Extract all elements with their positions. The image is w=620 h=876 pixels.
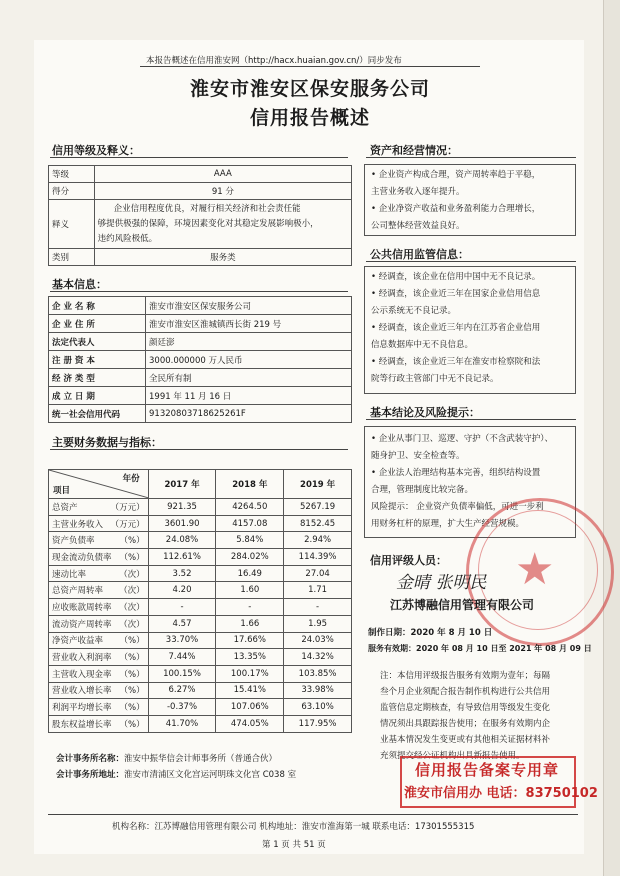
basic-rule [50, 291, 348, 292]
metric-value: 6.27% [148, 682, 216, 699]
table-row [49, 515, 352, 532]
table-row [49, 499, 352, 516]
finance-header-row [49, 470, 352, 499]
metric-value: 27.04 [284, 565, 352, 582]
metric-value: 15.41% [216, 682, 284, 699]
table-row [49, 649, 352, 666]
basic-label: 法定代表人 [49, 333, 146, 351]
metric-label: 净资产收益率 （%） [49, 632, 149, 649]
basic-value: 3000.000000 万人民币 [146, 351, 352, 369]
footer-rule [48, 814, 578, 815]
public-line: • 经调查，该企业近三年在国家企业信用信息 [371, 289, 541, 299]
metric-value: 107.06% [216, 699, 284, 716]
finance-table [48, 469, 352, 733]
metric-value: 100.15% [148, 665, 216, 682]
metric-label: 应收账款周转率 （次） [49, 599, 149, 616]
basic-value: 淮安市淮安区保安服务公司 [146, 297, 352, 315]
table-row [49, 615, 352, 632]
conclusion-line: • 企业法人治理结构基本完善，组织结构设置 [371, 468, 541, 478]
assets-line: • 企业资产构成合理，资产周转率趋于平稳， [371, 170, 541, 180]
public-rule [366, 261, 576, 262]
rating-section-title: 信用等级及释义： [52, 144, 140, 157]
public-section-title: 公共信用监管信息： [370, 248, 469, 261]
grade-label: 等级 [49, 166, 95, 183]
meaning-label: 释义 [49, 200, 95, 249]
metric-value: 474.05% [216, 715, 284, 732]
raters-label: 信用评级人员： [370, 554, 447, 567]
note-line: 注：本信用评级报告服务有效期为壹年；每隔 [380, 671, 551, 681]
metric-label: 利润平均增长率 （%） [49, 699, 149, 716]
note-line: 监管信息定期核查，有导致信用等级发生变化 [380, 703, 551, 713]
conclusion-rule [366, 419, 576, 420]
year-2019: 2019 年 [284, 470, 352, 499]
note-line: 充须提交经公证机构出具新报告使用。 [380, 751, 525, 761]
metric-value: 24.03% [284, 632, 352, 649]
basic-label: 企 业 名 称 [49, 297, 146, 315]
footer-org: 机构名称：江苏博融信用管理有限公司 机构地址：淮安市淮海第一城 联系电话：17301555315 [112, 822, 475, 832]
metric-value: 17.66% [216, 632, 284, 649]
table-row [49, 333, 352, 351]
basic-section-title: 基本信息： [52, 278, 107, 291]
filing-stamp-contact: 淮安市信用办 电话：83750102 [404, 786, 598, 801]
table-row [49, 582, 352, 599]
metric-label: 主营收入现金率 （%） [49, 665, 149, 682]
metric-value: - [216, 599, 284, 616]
assets-line: 主营业务收入逐年提升。 [371, 187, 465, 197]
metric-value: 4.20 [148, 582, 216, 599]
public-box [364, 266, 576, 394]
metric-value: 3.52 [148, 565, 216, 582]
metric-value: 4264.50 [216, 499, 284, 516]
metric-label: 总资产 （万元） [49, 499, 149, 516]
metric-value: 1.71 [284, 582, 352, 599]
table-row [49, 532, 352, 549]
assets-line: 公司整体经营效益良好。 [371, 221, 465, 231]
basic-value: 全民所有制 [146, 369, 352, 387]
table-row [49, 599, 352, 616]
metric-label: 总资产周转率 （次） [49, 582, 149, 599]
metric-value: 2.94% [284, 532, 352, 549]
finance-rule [50, 449, 348, 450]
scan-edge [603, 0, 620, 876]
metric-label: 营业收入增长率 （%） [49, 682, 149, 699]
conclusion-line: 用财务杠杆的原理，扩大生产经营规模。 [371, 519, 525, 529]
filing-stamp-title: 信用报告备案专用章 [414, 761, 559, 779]
metric-label: 速动比率 （次） [49, 565, 149, 582]
basic-label: 经 济 类 型 [49, 369, 146, 387]
finance-corner-cell [49, 470, 149, 499]
score-label: 得分 [49, 183, 95, 200]
note-line: 叁个月企业须配合报告制作机构进行公共信用 [380, 687, 551, 697]
metric-value: 4157.08 [216, 515, 284, 532]
metric-value: 114.39% [284, 549, 352, 566]
conclusion-line: 随身护卫、安全检查等。 [371, 451, 465, 461]
basic-label: 成 立 日 期 [49, 387, 146, 405]
service-validity: 服务有效期：2020 年 08 月 10 日至 2021 年 08 月 09 日 [368, 644, 592, 653]
finance-section-title: 主要财务数据与指标： [52, 436, 162, 449]
metric-value: 1.60 [216, 582, 284, 599]
basic-value: 颜廷澎 [146, 333, 352, 351]
validity-note [380, 668, 580, 764]
metric-value: 7.44% [148, 649, 216, 666]
grade-value: AAA [94, 166, 351, 183]
metric-value: -0.37% [148, 699, 216, 716]
table-row [49, 369, 352, 387]
rater-signatures: 金晴 张明民 [396, 573, 487, 593]
basic-value: 91320803718625261F [146, 405, 352, 423]
agency-name: 江苏博融信用管理有限公司 [390, 598, 535, 612]
conclusion-line: 合理，管理制度比较完备。 [371, 485, 474, 495]
basic-label: 统一社会信用代码 [49, 405, 146, 423]
metric-label: 流动资产周转率 （次） [49, 615, 149, 632]
metric-value: 24.08% [148, 532, 216, 549]
metric-label: 股东权益增长率 （%） [49, 715, 149, 732]
audit-firm: 会计事务所名称：淮安中振华信会计师事务所（普通合伙） [56, 754, 278, 764]
metric-value: 8152.45 [284, 515, 352, 532]
note-line: 业基本情况发生变更或有其他相关证据材料补 [380, 735, 551, 745]
publish-note: 本报告概述在信用淮安网（http://hacx.huaian.gov.cn/）同步发布 [146, 56, 402, 66]
metric-value: 921.35 [148, 499, 216, 516]
metric-value: 1.95 [284, 615, 352, 632]
score-value: 91 分 [94, 183, 351, 200]
category-value: 服务类 [94, 249, 351, 266]
public-line: • 经调查，该企业近三年在淮安市检察院和法 [371, 357, 541, 367]
corner-year: 年份 [122, 474, 140, 484]
production-date: 制作日期：2020 年 8 月 10 日 [368, 628, 493, 638]
metric-value: 33.98% [284, 682, 352, 699]
table-row [49, 549, 352, 566]
table-row [49, 682, 352, 699]
metric-label: 主营业务收入 （万元） [49, 515, 149, 532]
metric-label: 资产负债率 （%） [49, 532, 149, 549]
table-row [49, 297, 352, 315]
seal-star-icon: ★ [515, 544, 555, 595]
metric-value: 100.17% [216, 665, 284, 682]
metric-value: 4.57 [148, 615, 216, 632]
table-row [49, 405, 352, 423]
metric-label: 营业收入利润率 （%） [49, 649, 149, 666]
rating-rule [50, 157, 348, 158]
note-line: 情况须出具跟踪报告使用；在服务有效期内企 [380, 719, 551, 729]
table-row [49, 632, 352, 649]
table-row [49, 315, 352, 333]
metric-value: 1.66 [216, 615, 284, 632]
metric-value: - [284, 599, 352, 616]
report-title: 淮安市淮安区保安服务公司 [189, 78, 430, 100]
metric-value: 3601.90 [148, 515, 216, 532]
basic-value: 淮安市淮安区淮城镇西长街 219 号 [146, 315, 352, 333]
table-row [49, 715, 352, 732]
assets-box [364, 164, 576, 236]
table-row [49, 183, 352, 200]
metric-value: 33.70% [148, 632, 216, 649]
assets-rule [366, 157, 576, 158]
assets-section-title: 资产和经营情况： [370, 144, 458, 157]
rating-table [48, 165, 352, 266]
metric-value: 13.35% [216, 649, 284, 666]
year-2017: 2017 年 [148, 470, 216, 499]
metric-value: 16.49 [216, 565, 284, 582]
table-row [49, 665, 352, 682]
corner-item: 项目 [53, 486, 71, 496]
conclusion-line: 风险提示： 企业资产负债率偏低，可进一步利 [371, 502, 544, 512]
table-row [49, 387, 352, 405]
public-line: 信息数据库中无不良信息。 [371, 340, 474, 350]
metric-value: 103.85% [284, 665, 352, 682]
public-line: 公示系统无不良记录。 [371, 306, 457, 316]
metric-value: 117.95% [284, 715, 352, 732]
basic-label: 注 册 资 本 [49, 351, 146, 369]
public-line: • 经调查，该企业在信用中国中无不良记录。 [371, 272, 541, 282]
report-subtitle: 信用报告概述 [249, 107, 370, 129]
metric-value: 112.61% [148, 549, 216, 566]
top-rule [140, 66, 480, 67]
audit-address: 会计事务所地址：淮安市清浦区文化宫运河明珠文化宫 C038 室 [56, 770, 297, 780]
basic-label: 企 业 住 所 [49, 315, 146, 333]
metric-value: 41.70% [148, 715, 216, 732]
metric-value: 63.10% [284, 699, 352, 716]
table-row [49, 351, 352, 369]
basic-value: 1991 年 11 月 16 日 [146, 387, 352, 405]
table-row [49, 200, 352, 249]
page-number: 第 1 页 共 51 页 [262, 840, 326, 850]
metric-value: - [148, 599, 216, 616]
table-row [49, 699, 352, 716]
public-line: • 经调查，该企业近三年内在江苏省企业信用 [371, 323, 541, 333]
table-row [49, 166, 352, 183]
metric-value: 14.32% [284, 649, 352, 666]
metric-value: 5267.19 [284, 499, 352, 516]
year-2018: 2018 年 [216, 470, 284, 499]
conclusion-section-title: 基本结论及风险提示： [370, 406, 480, 419]
table-row [49, 565, 352, 582]
metric-label: 现金流动负债率 （%） [49, 549, 149, 566]
table-row [49, 249, 352, 266]
basic-info-table [48, 296, 352, 423]
conclusion-line: • 企业从事门卫、巡逻、守护（不含武装守护）、 [371, 434, 553, 444]
category-label: 类别 [49, 249, 95, 266]
public-line: 院等行政主管部门中无不良记录。 [371, 374, 499, 384]
metric-value: 5.84% [216, 532, 284, 549]
meaning-text: 企业信用程度优良，对履行相关经济和社会责任能 够提供极强的保障，环境因素变化对其稳定发展影响极小， 违约风险极低。 [94, 200, 351, 249]
metric-value: 284.02% [216, 549, 284, 566]
assets-line: • 企业净资产收益和业务盈利能力合理增长， [371, 204, 541, 214]
